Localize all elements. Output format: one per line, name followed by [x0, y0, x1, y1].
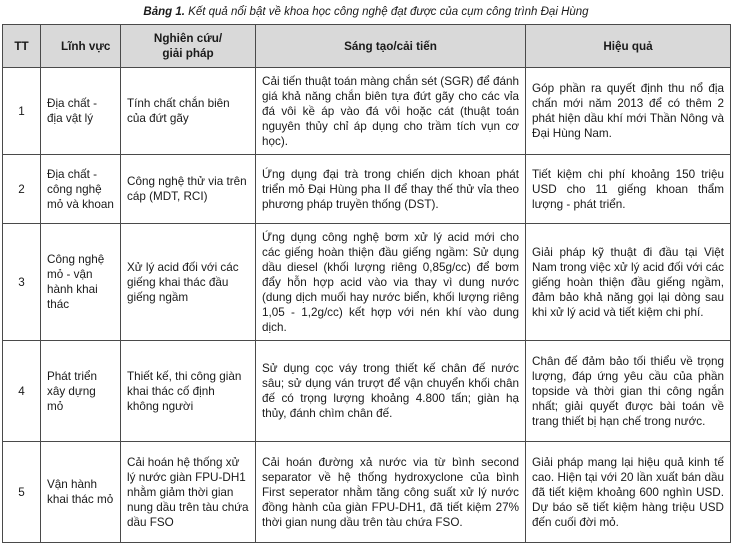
- header-research-text: Nghiên cứu/ giải pháp: [153, 32, 223, 60]
- cell-field: Địa chất - công nghệ mỏ và khoan: [41, 155, 121, 224]
- cell-innovation: Ứng dụng đại trà trong chiến dịch khoan phát triển mỏ Đại Hùng pha II để thay thế thử vỉa theo phương pháp truyền thống (DST).: [256, 155, 526, 224]
- caption-label: Bảng 1.: [143, 6, 185, 18]
- cell-research: Công nghệ thử via trên cáp (MDT, RCI): [121, 155, 256, 224]
- cell-field: Phát triển xây dựng mỏ: [41, 341, 121, 442]
- cell-effect: Giải pháp kỹ thuật đi đầu tại Việt Nam trong việc xử lý acid đối với các giếng hoàn thiện đầu giếng ngầm, đảm bảo khả năng gọi lại dòng sau khi xử lý acid và tiết kiệm chi phí.: [526, 224, 731, 341]
- cell-effect: Góp phần ra quyết định thu nổ địa chấn mới năm 2013 để có thêm 2 phát hiện dầu khí mới Thần Nông và Đại Hùng Nam.: [526, 68, 731, 155]
- cell-field: Địa chất - địa vật lý: [41, 68, 121, 155]
- cell-tt: 1: [3, 68, 41, 155]
- cell-research: Tính chất chắn biên của đứt gãy: [121, 68, 256, 155]
- table-row: [3, 224, 731, 341]
- header-field: Lĩnh vực: [41, 25, 121, 68]
- cell-tt: 2: [3, 155, 41, 224]
- cell-tt: 4: [3, 341, 41, 442]
- table-row: [3, 68, 731, 155]
- cell-field: Vận hành khai thác mỏ: [41, 442, 121, 543]
- cell-innovation: Cải tiến thuật toán màng chắn sét (SGR) để đánh giá khả năng chắn biên tựa đứt gãy cho các vỉa đá vôi kề áp vào đá vôi hoặc cát (thuật toán nguyên thủy chỉ áp dụng cho trầm tích vụn cơ học).: [256, 68, 526, 155]
- cell-innovation: Sử dụng cọc váy trong thiết kế chân đế nước sâu; sử dụng ván trượt để vận chuyển khối chân đế có trọng lượng khoảng 4.800 tấn; giàn hạ thủy, đánh chìm chân đế.: [256, 341, 526, 442]
- table-row: [3, 341, 731, 442]
- cell-innovation: Cải hoán đường xả nước via từ bình second separator về hệ thống hydroxyclone của bình First seperator nhằm tăng công suất xử lý nước đồng hành của giàn FPU-DH1, đã tiết kiệm 27% thời gian nung dầu trên tàu chứa FSO.: [256, 442, 526, 543]
- cell-tt: 5: [3, 442, 41, 543]
- cell-effect: Chân đế đảm bảo tối thiểu về trọng lượng, đáp ứng yêu cầu của phần topside và thời gian thi công ngắn nhất; giải quyết được bài toán về trang thiết bị hạn chế trong nước.: [526, 341, 731, 442]
- table-row: [3, 155, 731, 224]
- cell-innovation: Ứng dụng công nghệ bơm xử lý acid mới cho các giếng hoàn thiện đầu giếng ngầm: Sử dụng dầu diesel (khối lượng riêng 0,85g/cc) để bơm đẩy hỗn hợp acid vào via thay vì dung nước (dung dịch muối hay nước biển, khối lượng riêng 1,05 - 1,2g/cc) kết hợp với nén khí vào dung dịch.: [256, 224, 526, 341]
- cell-research: Thiết kế, thi công giàn khai thác cố định không người: [121, 341, 256, 442]
- cell-effect: Tiết kiệm chi phí khoảng 150 triệu USD cho 11 giếng khoan thẩm lượng - phát triển.: [526, 155, 731, 224]
- cell-tt: 3: [3, 224, 41, 341]
- header-tt: TT: [3, 25, 41, 68]
- cell-effect: Giải pháp mang lại hiệu quả kinh tế cao. Hiện tại với 20 lần xuất bán dầu đã tiết kiệm khoảng 600 nghìn USD. Dự báo sẽ tiết kiệm hàng triệu USD đến cuối đời mỏ.: [526, 442, 731, 543]
- header-research: [121, 25, 256, 68]
- results-table: [2, 24, 731, 543]
- table-header-row: [3, 25, 731, 68]
- table-caption: [0, 0, 732, 24]
- cell-field: Công nghệ mỏ - vận hành khai thác: [41, 224, 121, 341]
- caption-text: Kết quả nổi bật về khoa học công nghệ đạt được của cụm công trình Đại Hùng: [188, 6, 589, 18]
- header-innovation: Sáng tạo/cải tiến: [256, 25, 526, 68]
- cell-research: Xử lý acid đối với các giếng khai thác đầu giếng ngầm: [121, 224, 256, 341]
- table-row: [3, 442, 731, 543]
- cell-research: Cải hoán hệ thống xử lý nước giàn FPU-DH1 nhằm giảm thời gian nung dầu trên tàu chứa dầu FSO: [121, 442, 256, 543]
- header-effect: Hiệu quả: [526, 25, 731, 68]
